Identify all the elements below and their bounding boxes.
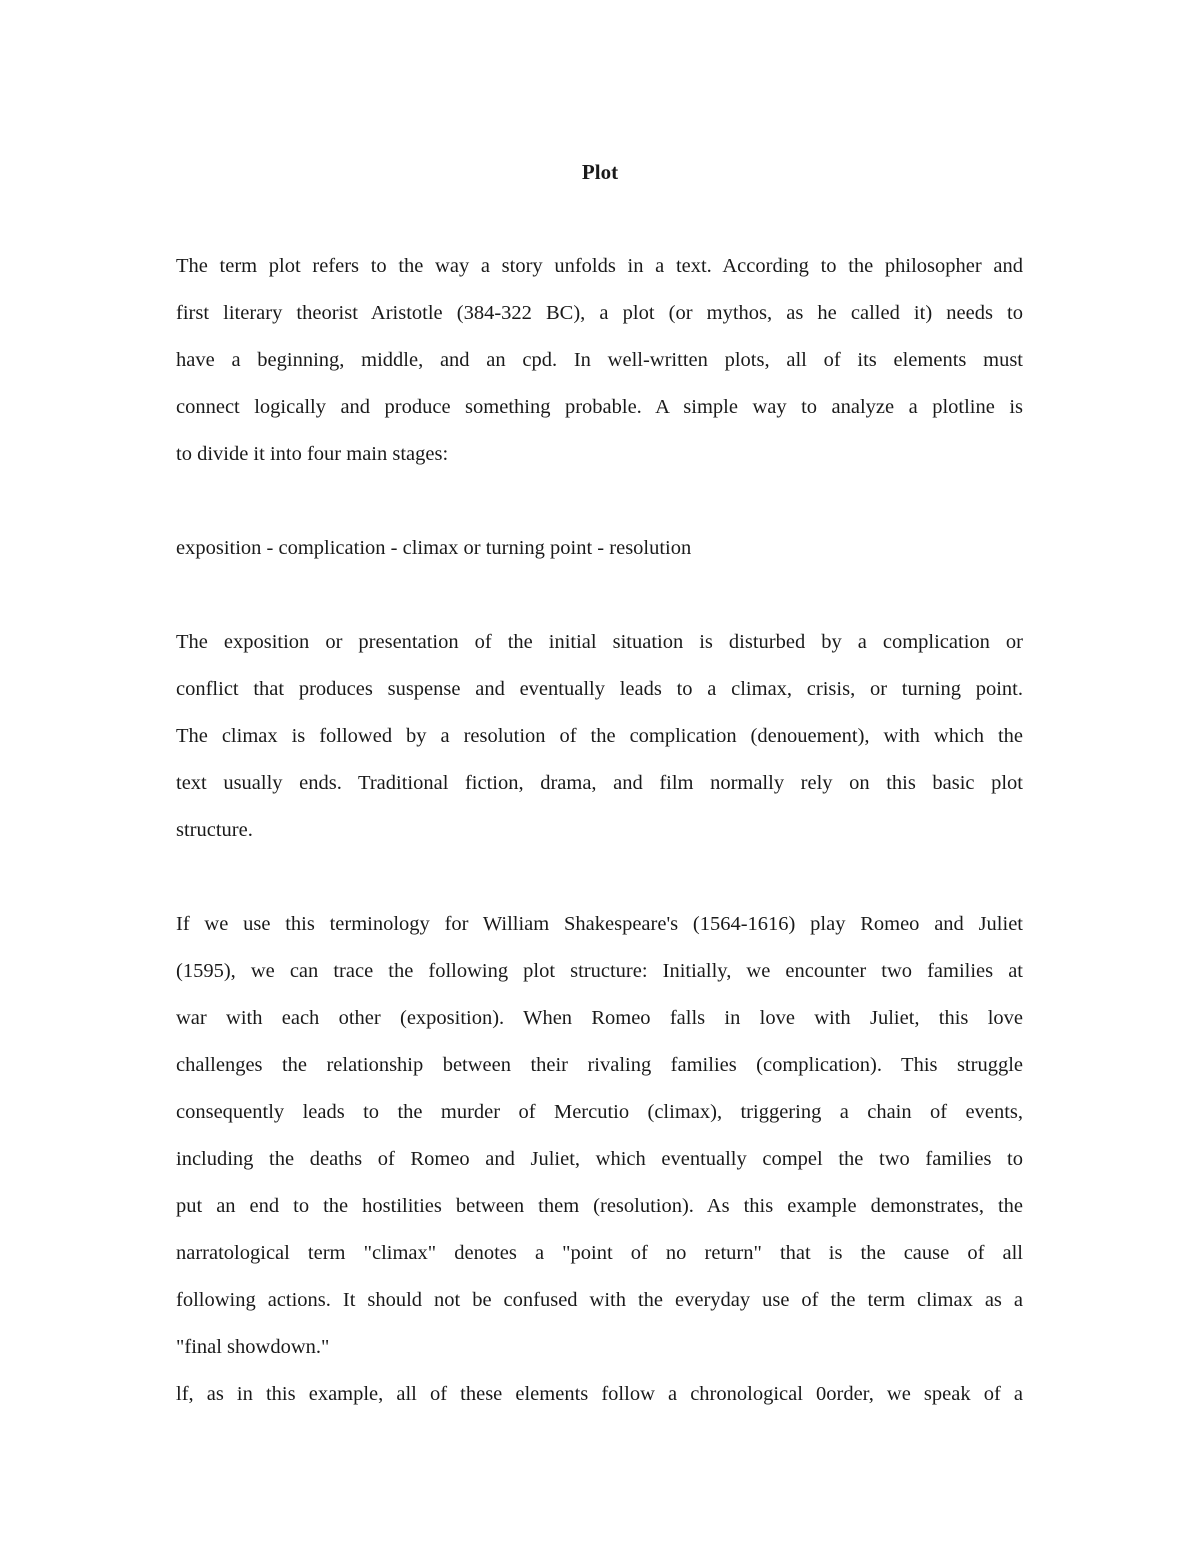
text-line: first literary theorist Aristotle (384-322 BC), a plot (or mythos, as he called it) needs to [176, 302, 1023, 324]
text-line: have a beginning, middle, and an cpd. In well-written plots, all of its elements must [176, 349, 1023, 371]
text-line: to divide it into four main stages: [176, 443, 449, 465]
text-line: challenges the relationship between their rivaling families (complication). This struggle [176, 1054, 1023, 1076]
text-line: The exposition or presentation of the initial situation is disturbed by a complication or [176, 631, 1023, 653]
text-line: structure. [176, 819, 253, 841]
page-title: Plot [581, 160, 619, 184]
text-line: including the deaths of Romeo and Juliet, which eventually compel the two families to [176, 1148, 1023, 1170]
text-line: narratological term "climax" denotes a "point of no return" that is the cause of all [176, 1242, 1023, 1264]
text-line: (1595), we can trace the following plot structure: Initially, we encounter two families at [176, 960, 1023, 982]
text-line: war with each other (exposition). When Romeo falls in love with Juliet, this love [176, 1007, 1023, 1029]
stages-line [176, 525, 1023, 572]
text-line: consequently leads to the murder of Mercutio (climax), triggering a chain of events, [176, 1101, 1023, 1123]
text-line: The climax is followed by a resolution of the complication (denouement), with which the [176, 725, 1023, 747]
text-line: exposition - complication - climax or turning point - resolution [176, 537, 692, 559]
text-line: If we use this terminology for William Shakespeare's (1564-1616) play Romeo and Juliet [176, 913, 1023, 935]
text-line: following actions. It should not be confused with the everyday use of the term climax as a [176, 1289, 1023, 1311]
paragraph-example [176, 901, 1023, 1371]
paragraph-structure [176, 619, 1023, 854]
text-line: "final showdown." [176, 1336, 330, 1358]
text-line: connect logically and produce something probable. A simple way to analyze a plotline is [176, 396, 1023, 418]
text-line: The term plot refers to the way a story unfolds in a text. According to the philosopher and [176, 255, 1023, 277]
text-line: put an end to the hostilities between them (resolution). As this example demonstrates, the [176, 1195, 1023, 1217]
paragraph-chronology [176, 1371, 1023, 1418]
text-line: conflict that produces suspense and eventually leads to a climax, crisis, or turning point. [176, 678, 1023, 700]
text-line: text usually ends. Traditional fiction, drama, and film normally rely on this basic plot [176, 772, 1023, 794]
text-line: lf, as in this example, all of these elements follow a chronological 0order, we speak of a [176, 1383, 1023, 1405]
paragraph-intro [176, 243, 1023, 478]
